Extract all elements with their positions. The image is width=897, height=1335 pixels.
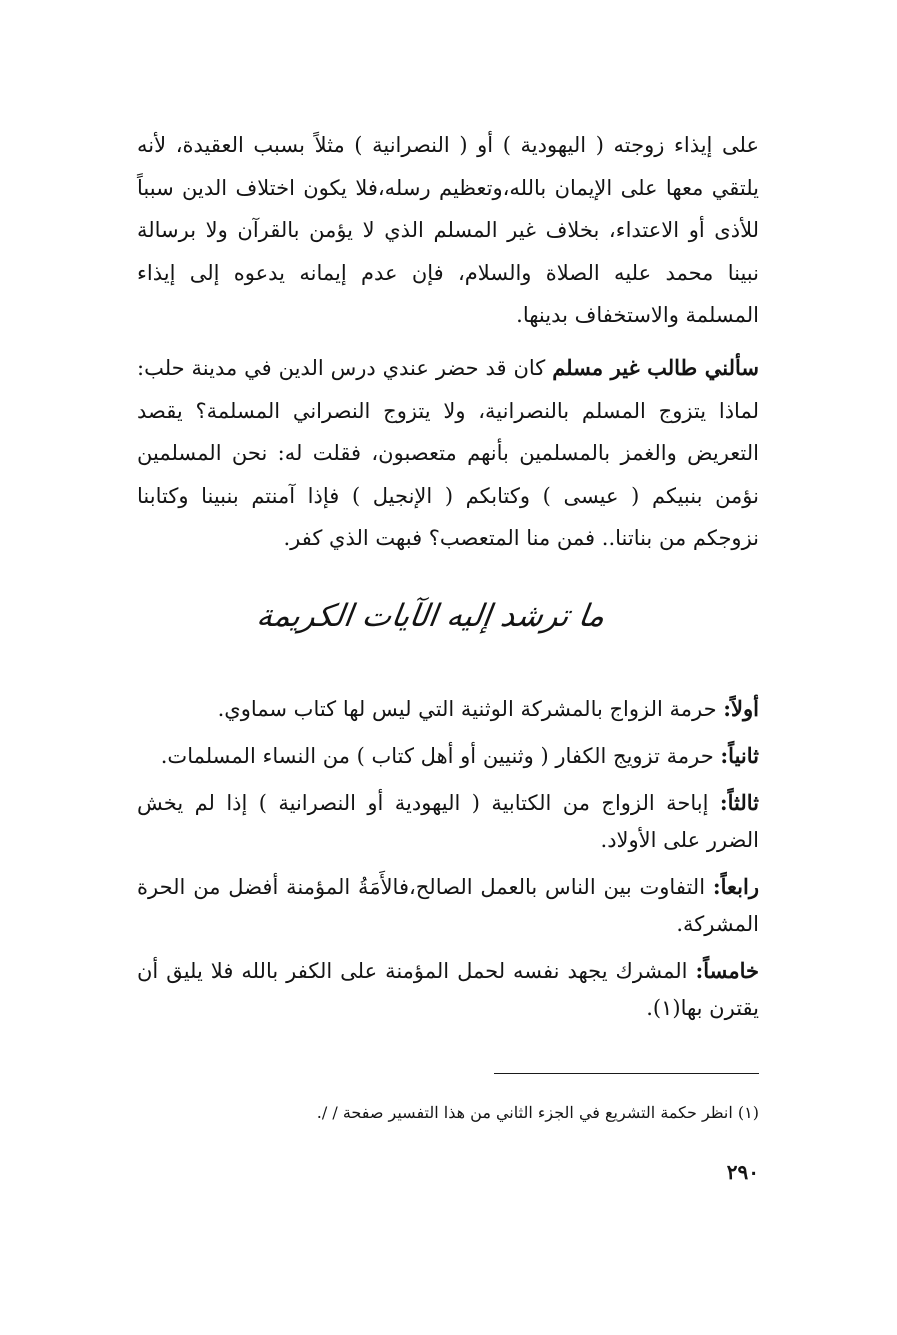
point-4 [137, 868, 759, 943]
points-list [137, 690, 759, 1036]
page-number: ٢٩٠ [726, 1160, 759, 1184]
point-text: المشرك يجهد نفسه لحمل المؤمنة على الكفر بالله فلا يليق أن يقترن بها(١). [137, 959, 759, 1020]
footnote: (١) انظر حكمة التشريع في الجزء الثاني من هذا التفسير صفحة / /. [316, 1103, 759, 1122]
point-1 [137, 690, 759, 728]
paragraph-2-body: كان قد حضر عندي درس الدين في مدينة حلب: لماذا يتزوج المسلم بالنصرانية، ولا يتزوج النصراني المسلمة؟ يقصد التعريض والغمز بالمسلمين بأنهم متعصبون، فقلت له: نحن المسلمين نؤمن بنبيكم ( عيسى ) وكتابكم ( الإنجيل ) فإذا آمنتم بنبينا وكتابنا نزوجكم من بناتنا.. فمن منا المتعصب؟ فبهت الذي كفر. [137, 356, 759, 550]
footnote-divider [494, 1073, 759, 1074]
paragraph-2 [137, 347, 759, 560]
point-label: أولاً: [723, 696, 759, 721]
point-5 [137, 952, 759, 1027]
paragraph-1: على إيذاء زوجته ( اليهودية ) أو ( النصرانية ) مثلاً بسبب العقيدة، لأنه يلتقي معها على الإيمان بالله،وتعظيم رسله،فلا يكون اختلاف الدين سبباً للأذى أو الاعتداء، بخلاف غير المسلم الذي لا يؤمن بالقرآن ولا برسالة نبينا محمد عليه الصلاة والسلام، فإن عدم إيمانه يدعوه إلى إيذاء المسلمة والاستخفاف بدينها. [137, 133, 759, 327]
point-text: التفاوت بين الناس بالعمل الصالح،فالأَمَةُ المؤمنة أفضل من الحرة المشركة. [137, 875, 759, 936]
section-heading-text: ما ترشد إليه الآيات الكريمة [254, 598, 607, 634]
point-text: حرمة الزواج بالمشركة الوثنية التي ليس لها كتاب سماوي. [217, 697, 724, 721]
paragraph-2-lead: سألني طالب غير مسلم [552, 355, 759, 380]
point-label: ثالثاً: [719, 790, 759, 815]
point-text: حرمة تزويج الكفار ( وثنيين أو أهل كتاب ) من النساء المسلمات. [160, 744, 721, 768]
section-heading [0, 598, 897, 634]
point-3 [137, 784, 759, 859]
point-label: رابعاً: [712, 874, 759, 899]
point-label: ثانياً: [720, 743, 759, 768]
point-text: إباحة الزواج من الكتابية ( اليهودية أو النصرانية ) إذا لم يخش الضرر على الأولاد. [137, 791, 759, 852]
point-2 [137, 737, 759, 775]
point-label: خامساً: [695, 958, 759, 983]
